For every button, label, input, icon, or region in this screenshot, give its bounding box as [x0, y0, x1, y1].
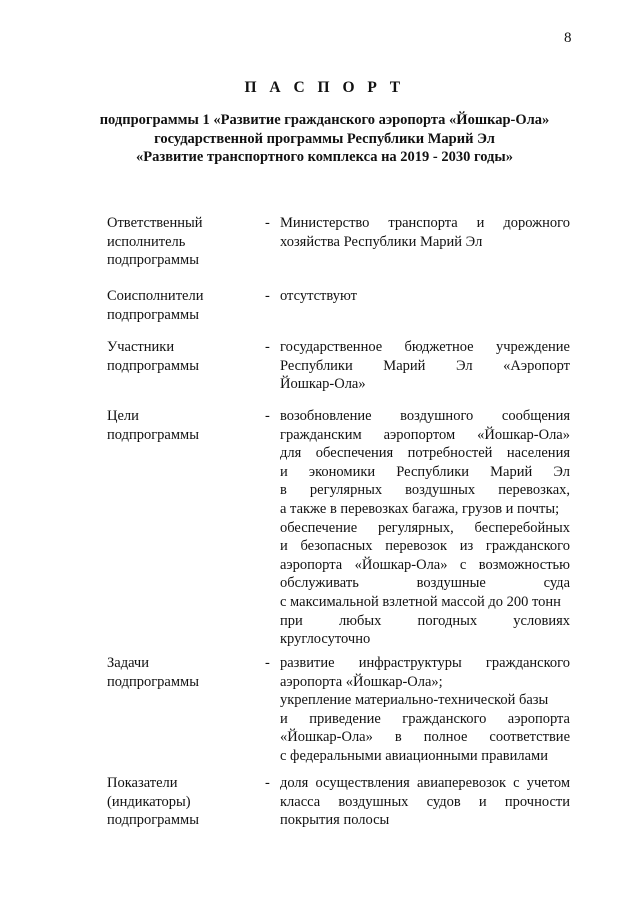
value-line: Йошкар-Ола» — [280, 376, 366, 393]
value-line: с федеральными авиационными правилами — [280, 747, 548, 764]
row-dash: - — [265, 339, 270, 355]
row-label — [107, 214, 257, 270]
value-line: и экономики Республики Марий Эл — [280, 463, 570, 480]
label-line: исполнитель — [107, 233, 186, 250]
value-line: при любых погодных условиях — [280, 612, 570, 629]
label-line: (индикаторы) — [107, 793, 191, 810]
label-line: Ответственный — [107, 215, 203, 231]
row-value — [280, 287, 570, 306]
label-line: подпрограммы — [107, 426, 199, 443]
value-line: развитие инфраструктуры гражданского — [280, 655, 570, 671]
row-value — [280, 338, 570, 394]
label-line: подпрограммы — [107, 252, 199, 269]
row-value — [280, 654, 570, 766]
label-line: подпрограммы — [107, 306, 199, 323]
value-line: Республики Марий Эл «Аэропорт — [280, 357, 570, 374]
value-line: обеспечение регулярных, бесперебойных — [280, 519, 570, 536]
value-line: «Йошкар-Ола» в полное соответствие — [280, 729, 570, 746]
document-subtitle — [0, 111, 639, 167]
label-line: Показатели — [107, 775, 178, 791]
value-line: класса воздушных судов и прочности — [280, 793, 570, 810]
value-line: укрепление материально-технической базы — [280, 692, 549, 709]
row-value — [280, 774, 570, 830]
value-line: и приведение гражданского аэропорта — [280, 710, 570, 727]
value-line: отсутствуют — [280, 288, 357, 304]
document-title: П А С П О Р Т — [244, 79, 405, 96]
label-line: Задачи — [107, 655, 149, 671]
row-dash: - — [265, 655, 270, 671]
value-line: а также в перевозках багажа, грузов и почты; — [280, 500, 560, 517]
value-line: хозяйства Республики Марий Эл — [280, 233, 483, 250]
label-line: Цели — [107, 408, 139, 424]
value-line: доля осуществления авиаперевозок с учетом — [280, 775, 570, 791]
value-line: государственное бюджетное учреждение — [280, 339, 570, 355]
value-line: аэропорта «Йошкар-Ола» с возможностью — [280, 556, 570, 573]
value-line: круглосуточно — [280, 631, 371, 648]
label-line: подпрограммы — [107, 673, 199, 690]
row-value — [280, 214, 570, 251]
row-label — [107, 287, 257, 324]
page-number: 8 — [564, 30, 572, 46]
row-label — [107, 407, 257, 444]
value-line: для обеспечения потребностей населения — [280, 445, 570, 462]
subtitle-line: «Развитие транспортного комплекса на 2019 - 2030 годы» — [136, 149, 513, 165]
value-line: покрытия полосы — [280, 812, 390, 829]
row-value — [280, 407, 570, 649]
row-dash: - — [265, 288, 270, 304]
value-line: гражданским аэропортом «Йошкар-Ола» — [280, 426, 570, 443]
value-line: в регулярных воздушных перевозках, — [280, 482, 570, 499]
value-line: с максимальной взлетной массой до 200 тонн — [280, 593, 561, 610]
label-line: Участники — [107, 339, 175, 355]
label-line: подпрограммы — [107, 357, 199, 374]
value-line: и безопасных перевозок из гражданского — [280, 538, 570, 555]
row-label — [107, 654, 257, 691]
value-line: аэропорта «Йошкар-Ола»; — [280, 673, 443, 690]
value-line: возобновление воздушного сообщения — [280, 408, 570, 424]
value-line: обслуживать воздушные суда — [280, 575, 570, 592]
subtitle-line: подпрограммы 1 «Развитие гражданского аэропорта «Йошкар-Ола» — [99, 112, 550, 128]
row-dash: - — [265, 215, 270, 231]
row-dash: - — [265, 408, 270, 424]
row-label — [107, 338, 257, 375]
label-line: подпрограммы — [107, 812, 199, 829]
row-dash: - — [265, 775, 270, 791]
value-line: Министерство транспорта и дорожного — [280, 215, 570, 231]
label-line: Соисполнители — [107, 288, 204, 304]
subtitle-line: государственной программы Республики Марий Эл — [154, 130, 495, 147]
row-label — [107, 774, 257, 830]
